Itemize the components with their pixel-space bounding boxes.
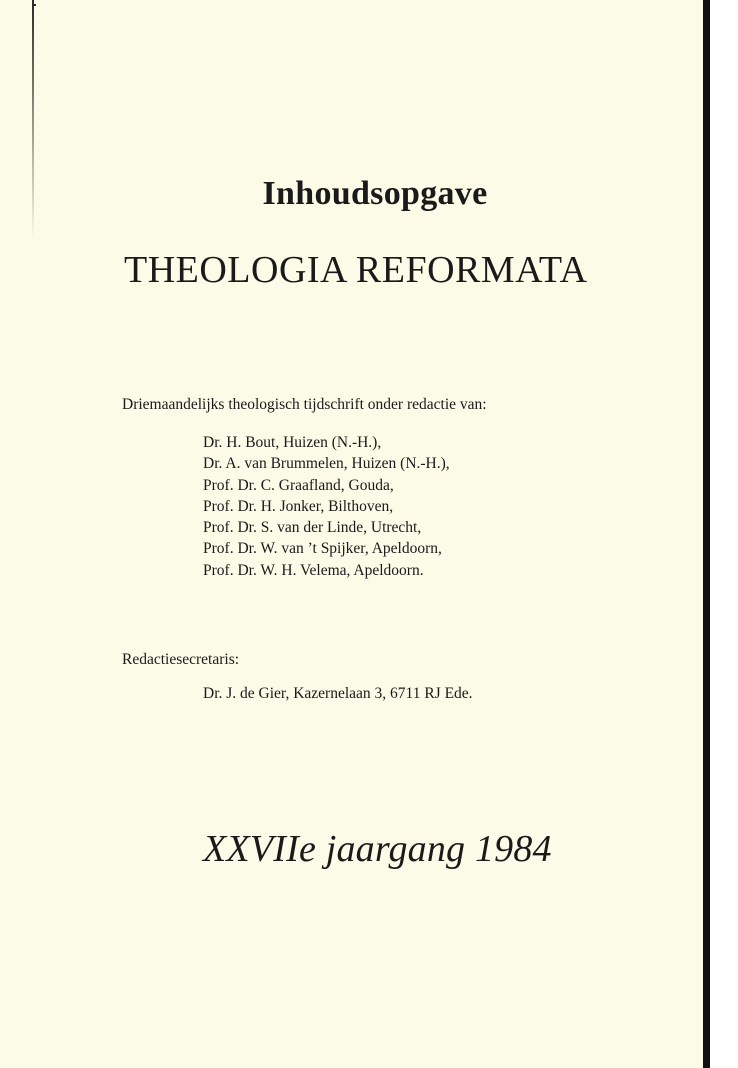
editor-item: Dr. A. van Brummelen, Huizen (N.-H.), [203, 455, 450, 473]
volume-year: XXVIIe jaargang 1984 [203, 828, 552, 870]
editor-item: Dr. H. Bout, Huizen (N.-H.), [203, 434, 382, 451]
secretary-label: Redactiesecretaris: [122, 651, 240, 668]
editor-item: Prof. Dr. W. H. Velema, Apeldoorn. [203, 561, 424, 579]
journal-subtitle: Driemaandelijks theologisch tijdschrift onder redactie van: [122, 396, 487, 413]
scan-right-edge [703, 0, 710, 1068]
editor-item: Prof. Dr. S. van der Linde, Utrecht, [203, 519, 422, 537]
editor-item: Prof. Dr. W. van ’t Spijker, Apeldoorn, [203, 540, 442, 558]
secretary-name: Dr. J. de Gier, Kazernelaan 3, 6711 RJ Ede. [203, 685, 473, 702]
editor-item: Prof. Dr. H. Jonker, Bilthoven, [203, 497, 394, 515]
editor-item: Prof. Dr. C. Graafland, Gouda, [203, 476, 394, 494]
journal-title: THEOLOGIA REFORMATA [124, 249, 588, 291]
scan-margin [710, 0, 738, 1068]
editor-list [203, 432, 450, 581]
page-heading: Inhoudsopgave [262, 175, 488, 212]
